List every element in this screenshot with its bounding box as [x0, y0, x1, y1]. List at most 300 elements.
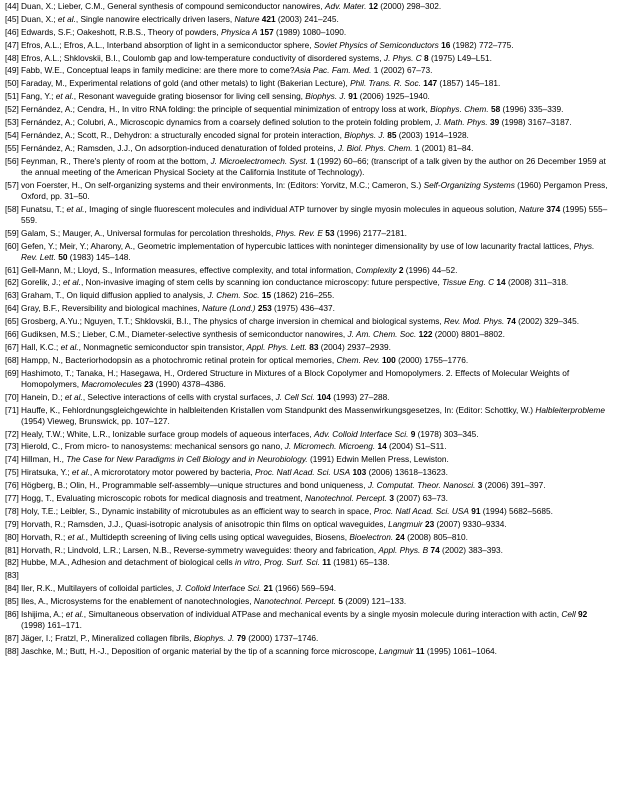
- reference-entry: [0, 329, 617, 340]
- volume-number: 9: [410, 428, 416, 439]
- italic-text: et al.: [60, 341, 79, 352]
- reference-number: [59]: [5, 227, 19, 238]
- reference-number: [70]: [5, 391, 19, 402]
- citation-text: (1857) 145–181.: [437, 78, 501, 89]
- italic-text: Nanotechnol. Percept.: [304, 492, 388, 503]
- reference-entry: [0, 609, 617, 631]
- volume-number: 58: [490, 104, 501, 115]
- reference-entry: [0, 355, 617, 366]
- citation-text: 1 (2002) 67–73.: [371, 65, 433, 76]
- citation-text: Hierold, C., From micro- to nanosystems: mechanical sensors go nano,: [21, 441, 285, 452]
- volume-number: 14: [377, 441, 387, 452]
- citation-text: Hillman, H.,: [21, 454, 67, 465]
- reference-number: [69]: [5, 367, 19, 378]
- citation-text: Hanein, D.;: [21, 391, 65, 402]
- citation-text: (2008) 805–810.: [404, 531, 468, 542]
- citation-text: (2008) 311–318.: [505, 277, 569, 288]
- volume-number: 39: [490, 117, 500, 128]
- citation-text: (2003) 1914–1928.: [396, 129, 469, 140]
- citation-text: Iles, A., Microsystems for the enablement of nanotechnologies,: [21, 596, 254, 607]
- italic-text: et al.: [65, 608, 84, 619]
- reference-number: [45]: [5, 13, 19, 24]
- volume-number: 92: [577, 608, 588, 619]
- italic-text: Asia Pac. Fam. Med.: [294, 65, 372, 76]
- reference-entry: [0, 265, 617, 276]
- citation-text: (1996) 44–52.: [403, 264, 458, 275]
- reference-entry: [0, 342, 617, 353]
- volume-number: 23: [144, 378, 154, 389]
- reference-text: [21, 570, 613, 581]
- italic-text: et al.: [71, 467, 90, 478]
- volume-number: 91: [471, 505, 481, 516]
- italic-text: Langmuir: [388, 518, 423, 529]
- italic-text: J. Microelectromech. Syst.: [210, 155, 308, 166]
- italic-text: Phys. Rev. Lett.: [21, 240, 595, 262]
- volume-number: 83: [309, 341, 319, 352]
- citation-text: Jäger, I.; Fratzl, P., Mineralized collagen fibrils,: [21, 632, 194, 643]
- citation-text: (1998) 161–171.: [21, 620, 82, 631]
- citation-text: Gell-Mann, M.; Lloyd, S., Information measures, effective complexity, and total information,: [21, 264, 356, 275]
- reference-entry: [0, 429, 617, 440]
- citation-text: (1998) 3167–3187.: [499, 117, 572, 128]
- reference-text: [21, 53, 613, 64]
- reference-entry: [0, 78, 617, 89]
- citation-text: ,: [259, 557, 265, 568]
- citation-text: Fernández, A.; Cendra, H., In vitro RNA folding: the principle of sequential minimization of entropy loss at work,: [21, 104, 431, 115]
- italic-text: Chem. Rev.: [336, 354, 380, 365]
- citation-text: Fernández, A.; Colubri, A., Microscopic dynamics from a coarsely defined solution to the protein folding problem,: [21, 117, 436, 128]
- reference-text: [21, 545, 613, 556]
- citation-text: , Imaging of single fluorescent molecules and individual ATP turnover by single myosin molecules in aqueous solution,: [84, 203, 520, 214]
- reference-text: [21, 117, 613, 128]
- reference-entry: [0, 104, 617, 115]
- reference-number: [77]: [5, 492, 19, 503]
- volume-number: 79: [236, 632, 246, 643]
- reference-number: [62]: [5, 277, 19, 288]
- citation-text: (1996) 335–339.: [500, 104, 564, 115]
- reference-text: [21, 596, 613, 607]
- reference-text: [21, 329, 613, 340]
- reference-number: [64]: [5, 303, 19, 314]
- volume-number: 2: [398, 264, 404, 275]
- reference-entry: [0, 228, 617, 239]
- reference-number: [78]: [5, 505, 19, 516]
- volume-number: 103: [352, 467, 367, 478]
- italic-text: in vitro: [235, 557, 260, 568]
- reference-text: [21, 180, 613, 202]
- reference-text: [21, 355, 613, 366]
- citation-text: (1996) 2177–2181.: [334, 227, 407, 238]
- volume-number: 374: [546, 203, 561, 214]
- reference-text: [21, 241, 613, 263]
- citation-text: (2002) 329–345.: [515, 316, 580, 327]
- citation-text: Hogg, T., Evaluating microscopic robots for medical diagnosis and treatment,: [21, 492, 305, 503]
- volume-number: 1: [310, 155, 315, 166]
- reference-text: [21, 14, 613, 25]
- volume-number: 14: [496, 277, 506, 288]
- citation-text: (2004) 2937–2939.: [318, 341, 391, 352]
- reference-number: [75]: [5, 467, 19, 478]
- italic-text: J. Colloid Interface Sci.: [176, 583, 262, 594]
- reference-number: [81]: [5, 544, 19, 555]
- reference-text: [21, 277, 613, 288]
- citation-text: (1990) 4378–4386.: [153, 378, 226, 389]
- citation-text: Fabb, W.E., Conceptual leaps in family medicine: are there more to come?: [21, 65, 295, 76]
- reference-number: [85]: [5, 596, 19, 607]
- reference-entry: [0, 65, 617, 76]
- reference-entry: [0, 493, 617, 504]
- reference-text: [21, 104, 613, 115]
- reference-entry: [0, 596, 617, 607]
- reference-number: [57]: [5, 179, 19, 190]
- citation-text: 1 (2001) 81–84.: [412, 142, 474, 153]
- citation-text: Duan, X.; Lieber, C.M., General synthesis of compound semiconductor nanowires,: [21, 1, 325, 11]
- reference-entry: [0, 303, 617, 314]
- citation-text: Horvath, R.; Ramsden, J.J., Quasi-isotropic analysis of anisotropic thin films on optical waveguides,: [21, 518, 389, 529]
- reference-number: [79]: [5, 518, 19, 529]
- reference-entry: [0, 405, 617, 427]
- italic-text: Proc. Natl Acad. Sci. USA: [373, 505, 469, 516]
- citation-text: (2000) 8801–8802.: [432, 328, 505, 339]
- citation-text: Hubbe, M.A., Adhesion and detachment of biological cells: [21, 557, 236, 568]
- citation-text: Horvath, R.;: [21, 531, 68, 542]
- citation-text: von Foerster, H., On self-organizing systems and their environments, In: (Editors: Yorvitz, M.C.; Cameron, S.): [21, 179, 424, 190]
- citation-text: Hauffe, K., Fehlordnungsgleichgewichte in halbleitenden Kristallen vom Standpunkt des Massenwirkungsgesetzes, In: (Editor: Schottky, W.): [21, 404, 536, 415]
- reference-text: [21, 78, 613, 89]
- volume-number: 85: [387, 129, 397, 140]
- italic-text: Self-Organizing Systems: [423, 179, 515, 190]
- citation-text: (1982) 772–775.: [450, 39, 514, 50]
- reference-number: [61]: [5, 264, 19, 275]
- italic-text: Nature: [234, 13, 260, 24]
- volume-number: 122: [418, 328, 433, 339]
- italic-text: Appl. Phys. B: [378, 544, 429, 555]
- reference-number: [76]: [5, 480, 19, 491]
- italic-text: The Case for New Paradigms in Cell Biology and in Neurobiology.: [66, 454, 308, 465]
- reference-text: [21, 557, 613, 568]
- citation-text: , Selective interactions of cells with crystal surfaces,: [82, 391, 276, 402]
- italic-text: Prog. Surf. Sci.: [264, 557, 320, 568]
- reference-text: [21, 646, 613, 657]
- italic-text: Complexity: [355, 264, 397, 275]
- citation-text: Fernández, A.; Ramsden, J.J., On adsorption-induced denaturation of folded proteins,: [21, 142, 338, 153]
- citation-text: Efros, A.L.; Efros, A.L., Interband absorption of light in a semiconductor sphere,: [21, 39, 314, 50]
- citation-text: , Resonant waveguide grating biosensor for living cell sensing,: [73, 91, 306, 102]
- citation-text: (1995) 555–559.: [21, 203, 608, 225]
- volume-number: 157: [259, 26, 274, 37]
- reference-entry: [0, 441, 617, 452]
- citation-text: , Nonmagnetic semiconductor spin transistor,: [78, 341, 247, 352]
- reference-entry: [0, 519, 617, 530]
- italic-text: J. Chem. Soc.: [207, 290, 260, 301]
- reference-text: [21, 290, 613, 301]
- reference-number: [80]: [5, 531, 19, 542]
- citation-text: (1960) Pergamon Press, Oxford, pp. 31–50.: [21, 179, 608, 201]
- citation-text: (1954) Vieweg, Brunswick, pp. 107–127.: [21, 415, 170, 426]
- volume-number: 3: [389, 492, 394, 503]
- volume-number: 50: [58, 251, 68, 262]
- italic-text: et al.: [55, 91, 74, 102]
- citation-text: (2003) 241–245.: [275, 13, 339, 24]
- reference-text: [21, 368, 613, 390]
- reference-number: [88]: [5, 645, 19, 656]
- citation-text: Holy, T.E.; Leibler, S., Dynamic instability of microtubules as an efficient way to search in space,: [21, 505, 374, 516]
- italic-text: Phys. Rev. E: [275, 227, 323, 238]
- reference-text: [21, 429, 613, 440]
- reference-entry: [0, 1, 617, 12]
- volume-number: 100: [381, 354, 396, 365]
- reference-text: [21, 441, 613, 452]
- reference-entry: [0, 143, 617, 154]
- citation-text: (1975) L49–L51.: [428, 52, 492, 63]
- citation-text: Hampp, N., Bacteriorhodopsin as a photochromic retinal protein for optical memories,: [21, 354, 337, 365]
- citation-text: (2000) 1737–1746.: [245, 632, 319, 643]
- citation-text: (1994) 5682–5685.: [480, 505, 553, 516]
- italic-text: et al.: [66, 203, 85, 214]
- reference-entry: [0, 156, 617, 178]
- volume-number: 421: [261, 13, 276, 24]
- reference-entry: [0, 117, 617, 128]
- reference-entry: [0, 180, 617, 202]
- italic-text: Nature: [519, 203, 545, 214]
- citation-text: Hall, K.C.;: [21, 341, 61, 352]
- italic-text: J. Am. Chem. Soc.: [347, 328, 417, 339]
- reference-number: [52]: [5, 104, 19, 115]
- citation-text: Graham, T., On liquid diffusion applied to analysis,: [21, 290, 208, 301]
- citation-text: Galam, S.; Mauger, A., Universal formulas for percolation thresholds,: [21, 227, 276, 238]
- citation-text: (1978) 303–345.: [415, 428, 479, 439]
- reference-text: [21, 303, 613, 314]
- italic-text: Cell: [561, 608, 576, 619]
- reference-text: [21, 493, 613, 504]
- citation-text: Gudiksen, M.S.; Lieber, C.M., Diameter-selective synthesis of semiconductor nanowires,: [21, 328, 348, 339]
- reference-entry: [0, 454, 617, 465]
- volume-number: 253: [257, 303, 272, 314]
- reference-entry: [0, 277, 617, 288]
- citation-text: Fang, Y.;: [21, 91, 56, 102]
- reference-entry: [0, 633, 617, 644]
- citation-text: (1995) 1061–1064.: [424, 645, 497, 656]
- citation-text: , Non-invasive imaging of stem cells by scanning ion conductance microscopy: future perspective,: [80, 277, 443, 288]
- italic-text: et al.: [62, 277, 81, 288]
- reference-entry: [0, 241, 617, 263]
- reference-number: [60]: [5, 240, 19, 251]
- reference-number: [66]: [5, 328, 19, 339]
- citation-text: (2000) 1755–1776.: [395, 354, 469, 365]
- reference-entry: [0, 570, 617, 581]
- volume-number: 24: [395, 531, 405, 542]
- citation-text: Edwards, S.F.; Oakeshott, R.B.S., Theory of powders,: [21, 26, 221, 37]
- citation-text: Jaschke, M.; Butt, H.-J., Deposition of organic material by the tip of a scanning force microscope,: [21, 645, 379, 656]
- citation-text: (2007) 9330–9334.: [434, 518, 507, 529]
- citation-text: (2009) 121–133.: [342, 596, 407, 607]
- volume-number: 11: [322, 557, 331, 568]
- citation-text: (2006) 13618–13623.: [366, 467, 448, 478]
- citation-text: Horvath, R.; Lindvold, L.R.; Larsen, N.B., Reverse-symmetry waveguides: theory and fabrication,: [21, 544, 379, 555]
- reference-text: [21, 467, 613, 478]
- reference-text: [21, 342, 613, 353]
- reference-entry: [0, 480, 617, 491]
- italic-text: Biophys. J.: [305, 91, 346, 102]
- reference-number: [55]: [5, 142, 19, 153]
- reference-entry: [0, 506, 617, 517]
- reference-entry: [0, 204, 617, 226]
- citation-text: (1992) 60–66; (transcript of a talk given by the author on 26 December 1959 at the annual meeting of the American Physical Society at the California Institute of Technology).: [21, 155, 606, 177]
- volume-number: 147: [423, 78, 438, 89]
- reference-number: [49]: [5, 65, 19, 76]
- citation-text: Ishijima, A.;: [21, 608, 66, 619]
- citation-text: Gefen, Y.; Meir, Y.; Aharony, A., Geometric implementation of hypercubic lattices with noninteger dimensionality by use of low lacunarity fractal lattices,: [21, 240, 574, 251]
- italic-text: Biophys. Chem.: [430, 104, 489, 115]
- reference-number: [54]: [5, 129, 19, 140]
- reference-number: [73]: [5, 441, 19, 452]
- reference-text: [21, 130, 613, 141]
- citation-text: Duan, X.;: [21, 13, 58, 24]
- reference-number: [68]: [5, 354, 19, 365]
- volume-number: 5: [338, 596, 343, 607]
- reference-entry: [0, 532, 617, 543]
- reference-number: [47]: [5, 39, 19, 50]
- italic-text: Adv. Colloid Interface Sci.: [314, 428, 409, 439]
- reference-number: [83]: [5, 570, 19, 581]
- italic-text: Rev. Mod. Phys.: [444, 316, 505, 327]
- citation-text: (1993) 27–288.: [330, 391, 390, 402]
- citation-text: (2004) S1–S11.: [386, 441, 447, 452]
- reference-number: [46]: [5, 26, 19, 37]
- reference-text: [21, 228, 613, 239]
- reference-entry: [0, 14, 617, 25]
- italic-text: Halbleiterprobleme: [535, 404, 606, 415]
- citation-text: Högberg, B.; Olin, H., Programmable self-assembly—unique structures and bond uniqueness,: [21, 480, 368, 491]
- volume-number: 21: [263, 583, 273, 594]
- citation-text: (2007) 63–73.: [393, 492, 448, 503]
- reference-text: [21, 532, 613, 543]
- reference-entry: [0, 646, 617, 657]
- reference-entry: [0, 91, 617, 102]
- italic-text: Langmuir: [378, 645, 414, 656]
- reference-text: [21, 519, 613, 530]
- reference-text: [21, 65, 613, 76]
- volume-number: 12: [368, 1, 378, 11]
- italic-text: Nature (Lond.): [202, 303, 256, 314]
- citation-text: , Multidepth screening of living cells using optical waveguides, Biosens,: [85, 531, 350, 542]
- reference-number: [53]: [5, 117, 19, 128]
- italic-text: J. Computat. Theor. Nanosci.: [367, 480, 476, 491]
- citation-text: Healy, T.W.; White, L.R., Ionizable surface group models of aqueous interfaces,: [21, 428, 314, 439]
- reference-text: [21, 143, 613, 154]
- citation-text: (1862) 216–255.: [271, 290, 335, 301]
- citation-text: (1983) 145–148.: [67, 251, 131, 262]
- citation-text: Faraday, M., Experimental relations of gold (and other metals) to light (Bakerian Lecture),: [21, 78, 351, 89]
- volume-number: 53: [325, 227, 335, 238]
- reference-number: [82]: [5, 557, 19, 568]
- italic-text: J. Micromech. Microeng.: [284, 441, 376, 452]
- italic-text: J. Biol. Phys. Chem.: [337, 142, 413, 153]
- reference-entry: [0, 583, 617, 594]
- citation-text: (2006) 391–397.: [482, 480, 546, 491]
- italic-text: J. Cell Sci.: [275, 391, 315, 402]
- reference-entry: [0, 40, 617, 51]
- reference-entry: [0, 557, 617, 568]
- reference-text: [21, 583, 613, 594]
- italic-text: J. Phys. C: [383, 52, 422, 63]
- volume-number: 104: [317, 391, 331, 402]
- citation-text: (1966) 569–594.: [272, 583, 337, 594]
- reference-number: [44]: [5, 1, 19, 11]
- reference-number: [65]: [5, 316, 19, 327]
- volume-number: 16: [441, 39, 451, 50]
- italic-text: Adv. Mater.: [324, 1, 367, 11]
- italic-text: Proc. Natl Acad. Sci. USA: [254, 467, 351, 478]
- reference-text: [21, 454, 613, 465]
- citation-text: (1991) Edwin Mellen Press, Lewiston.: [307, 454, 449, 465]
- reference-text: [21, 91, 613, 102]
- volume-number: 8: [424, 52, 429, 63]
- reference-entry: [0, 130, 617, 141]
- italic-text: J. Math. Phys.: [435, 117, 488, 128]
- citation-text: Hashimoto, T.; Tanaka, H.; Hasegawa, H., Ordered Structure in Mixtures of a Block Copolymer and Homopolymers. 2. Effects of Molecular Weights of Homopolymers,: [21, 367, 570, 389]
- italic-text: Tissue Eng. C: [442, 277, 495, 288]
- volume-number: 74: [506, 316, 516, 327]
- italic-text: Soviet Physics of Semiconductors: [313, 39, 439, 50]
- reference-entry: [0, 316, 617, 327]
- italic-text: et al.: [67, 531, 86, 542]
- citation-text: , Single nanowire electrically driven lasers,: [75, 13, 235, 24]
- volume-number: 91: [348, 91, 358, 102]
- reference-number: [86]: [5, 608, 19, 619]
- reference-number: [67]: [5, 341, 19, 352]
- italic-text: Nanotechnol. Percept.: [253, 596, 337, 607]
- reference-number: [87]: [5, 632, 19, 643]
- italic-text: et al.: [57, 13, 76, 24]
- volume-number: 23: [424, 518, 435, 529]
- italic-text: Appl. Phys. Lett.: [246, 341, 307, 352]
- italic-text: Biophys. J.: [344, 129, 385, 140]
- reference-entry: [0, 368, 617, 390]
- italic-text: Biophys. J.: [193, 632, 235, 643]
- reference-number: [63]: [5, 290, 19, 301]
- volume-number: 74: [430, 544, 440, 555]
- reference-number: [71]: [5, 404, 19, 415]
- reference-text: [21, 27, 613, 38]
- reference-text: [21, 265, 613, 276]
- reference-text: [21, 40, 613, 51]
- reference-number: [72]: [5, 428, 19, 439]
- reference-entry: [0, 53, 617, 64]
- citation-text: Fernández, A.; Scott, R., Dehydron: a structurally encoded signal for protein interaction,: [21, 129, 345, 140]
- citation-text: Grosberg, A.Yu.; Nguyen, T.T.; Shklovskii, B.I., The physics of charge inversion in chemical and biological systems,: [21, 316, 445, 327]
- citation-text: , Simultaneous observation of individual ATPase and mechanical events by a single myosin molecule during interaction with actin,: [83, 608, 562, 619]
- italic-text: Phil. Trans. R. Soc.: [350, 78, 421, 89]
- citation-text: (1989) 1080–1090.: [273, 26, 347, 37]
- reference-entry: [0, 392, 617, 403]
- reference-number: [58]: [5, 203, 19, 214]
- italic-text: Physica A: [220, 26, 258, 37]
- reference-text: [21, 609, 613, 631]
- reference-number: [51]: [5, 91, 19, 102]
- italic-text: Macromolecules: [81, 378, 142, 389]
- reference-entry: [0, 27, 617, 38]
- reference-number: [74]: [5, 454, 19, 465]
- citation-text: (2006) 1925–1940.: [357, 91, 430, 102]
- volume-number: 3: [477, 480, 483, 491]
- reference-text: [21, 1, 613, 12]
- italic-text: Bioelectron.: [349, 531, 394, 542]
- citation-text: Gorelik, J.;: [21, 277, 63, 288]
- reference-text: [21, 633, 613, 644]
- reference-number: [48]: [5, 52, 19, 63]
- citation-text: Feynman, R., There's plenty of room at the bottom,: [21, 155, 211, 166]
